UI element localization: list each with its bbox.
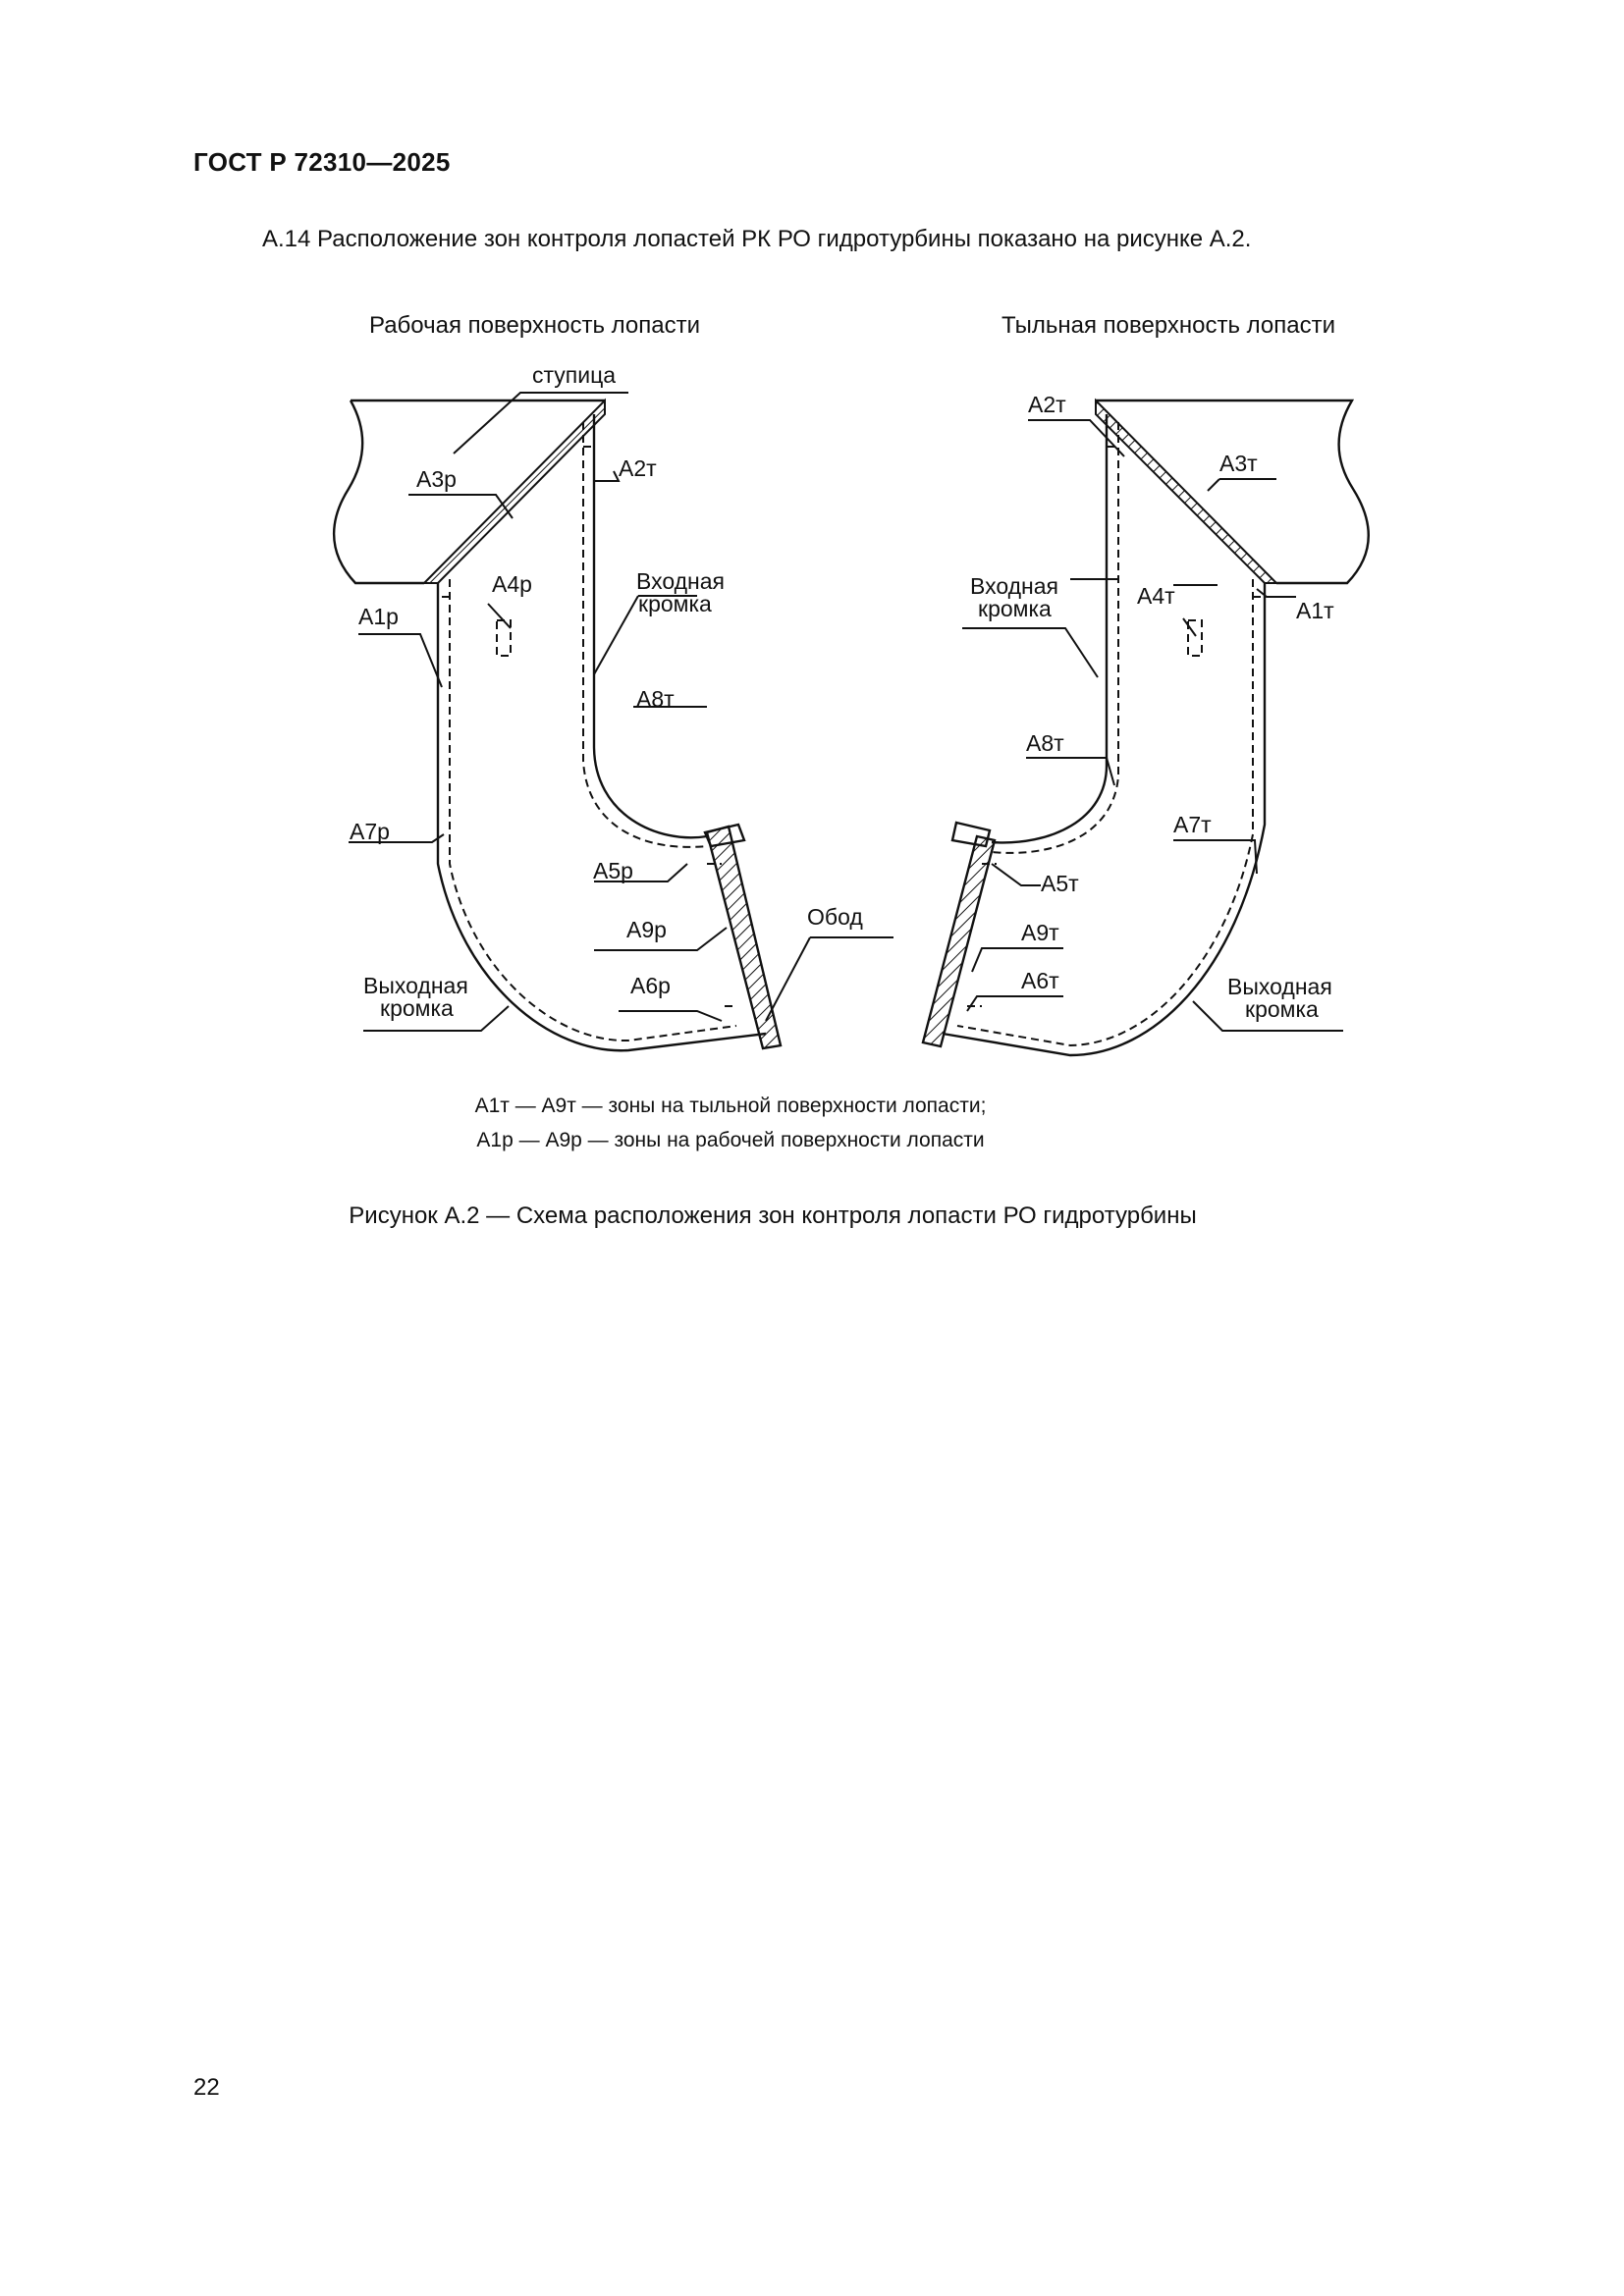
right-hub-hatch — [1096, 400, 1276, 583]
left-hub-outline — [334, 400, 605, 583]
right-label-outlet-1: Выходная — [1227, 974, 1332, 999]
right-figure-title: Тыльная поверхность лопасти — [1001, 312, 1336, 339]
left-label-outlet-1: Выходная — [363, 973, 468, 998]
right-label-a5: А5т — [1041, 871, 1079, 896]
right-label-a9: А9т — [1021, 920, 1059, 945]
left-hub-hatch — [424, 400, 605, 583]
right-label-inlet-2: кромка — [978, 596, 1052, 621]
blade-zones-figure — [0, 0, 1624, 1080]
left-label-a7: А7р — [350, 819, 390, 844]
left-label-a3: А3р — [416, 466, 457, 492]
right-label-a1: А1т — [1296, 598, 1334, 623]
left-label-inlet-1: Входная — [636, 568, 725, 594]
left-label-outlet-2: кромка — [380, 995, 454, 1021]
left-label-rim: Обод — [807, 904, 863, 930]
left-figure-title: Рабочая поверхность лопасти — [369, 312, 701, 339]
right-label-a7: А7т — [1173, 812, 1212, 837]
right-label-a4: А4т — [1137, 583, 1175, 609]
left-label-a8: А8т — [636, 686, 675, 712]
figure-caption: Рисунок А.2 — Схема расположения зон контроля лопасти РО гидротурбины — [349, 1202, 1197, 1229]
right-label-inlet-1: Входная — [970, 573, 1058, 599]
page-number: 22 — [193, 2074, 220, 2101]
left-label-a4: А4р — [492, 571, 532, 597]
right-label-a8: А8т — [1026, 730, 1064, 756]
right-blade-outline — [943, 414, 1265, 1055]
left-label-a9: А9р — [626, 917, 667, 942]
right-rim-hatch — [923, 836, 995, 1046]
left-label-a1: А1р — [358, 604, 399, 629]
document-standard-header: ГОСТ Р 72310—2025 — [193, 147, 451, 177]
figure-legend-line-1: А1т — А9т — зоны на тыльной поверхности лопасти; — [474, 1095, 987, 1117]
right-label-a2: А2т — [1028, 392, 1066, 417]
left-label-a5: А5р — [593, 858, 633, 883]
right-label-a3: А3т — [1219, 451, 1258, 476]
right-leaders — [962, 420, 1343, 1031]
right-hub-outline — [1096, 400, 1369, 583]
left-label-a6: А6р — [630, 973, 671, 998]
left-label-a2: А2т — [619, 455, 657, 481]
section-paragraph: А.14 Расположение зон контроля лопастей РК РО гидротурбины показано на рисунке А.2. — [262, 226, 1252, 252]
right-label-outlet-2: кромка — [1245, 996, 1319, 1022]
left-label-inlet-2: кромка — [638, 591, 712, 616]
figure-legend-line-2: А1р — А9р — зоны на рабочей поверхности лопасти — [476, 1129, 985, 1151]
right-blade-drawing — [923, 312, 1369, 1055]
right-label-a6: А6т — [1021, 968, 1059, 993]
left-label-hub: ступица — [532, 362, 617, 388]
left-blade-drawing — [334, 312, 893, 1050]
